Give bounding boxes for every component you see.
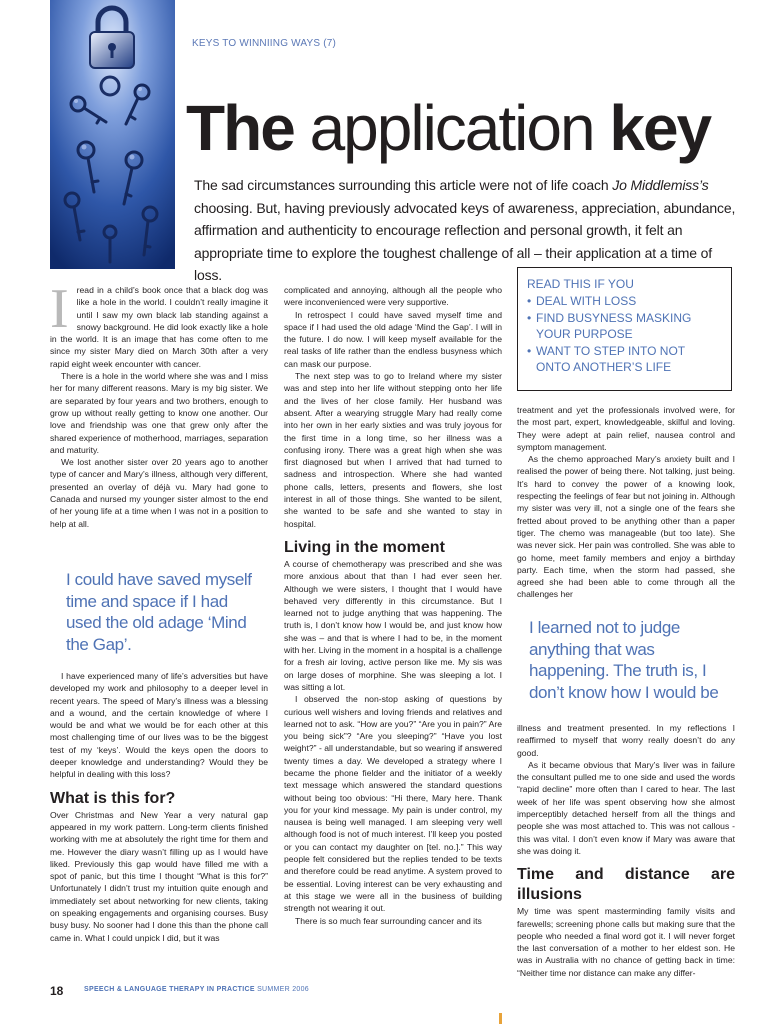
- publication-footer: [84, 986, 309, 993]
- body-paragraph: illness and treatment presented. In my reflections I reaffirmed to myself that worry really doesn’t do any good.: [517, 723, 735, 758]
- body-paragraph: I observed the non-stop asking of questions by curious well wishers and loving friends and relatives and learned not to ask. “How are you?” “Are you in pain?” Are you being sick”? “Are you sleeping?” “Have you lost weight?” - all understandable, but so wearing if answered twenty times a day. We developed a strategy where I became the phone fielder and the initiator of a weekly text message which answered the standard questions without being too obvious: “Hi there, Mary here. Thank you for your kind message. My pain is under control, my nausea is being well managed. I am sleeping very well although food is not of much interest. I’ll keep you posted or you can contact my daughter on [tel. no.].” This way people felt considered but the replies tended to be texts and therefore could be read anytime. A system proved to be essential. Loving interest can be very exhausting and at this stage we were all in the business of building strength not wearing it out.: [284, 694, 502, 914]
- body-paragraph: read in a child’s book once that a black dog was like a hole in the world. I couldn’t really imagine it until I saw my own black lab standing against a snowy background. He did look exactly like a hole in the world. It is an image that has come often to me since my sister Mary died on March 30th after a very rapid eight week encounter with cancer.: [50, 285, 268, 369]
- column-3-lower: [517, 722, 735, 979]
- column-1: [50, 278, 268, 530]
- subhead-time-and-distance: Time and distance are illusions: [517, 866, 735, 904]
- body-paragraph: There is so much fear surrounding cancer and its: [295, 915, 482, 926]
- series-kicker: KEYS TO WINNIING WAYS (7): [192, 38, 337, 49]
- headline-word-key: key: [609, 92, 711, 164]
- standfirst-text-2: choosing. But, having previously advocated keys of awareness, appreciation, abundance, affirmation and authenticity to encourage reflection and personal growth, it felt an appropriate time to explore the toughest challenge of all – their application at a time of loss.: [194, 199, 736, 283]
- column-3: [517, 404, 735, 601]
- padlock-and-keys-image: [50, 0, 175, 269]
- publication-name: SPEECH & LANGUAGE THERAPY IN PRACTICE: [84, 986, 255, 993]
- headline-word-the: The: [186, 92, 294, 164]
- body-paragraph: We lost another sister over 20 years ago to another type of cancer and Mary’s illness, although very different, presented an overlay of déjà vu. Mary had gone to Canada and nursed my younger sister almost to the end of her young life at a time when I was not in a position to help at all.: [50, 457, 268, 529]
- drop-cap: I: [50, 278, 69, 340]
- box-list: [527, 293, 722, 376]
- box-list-item: • DEAL WITH LOSS: [527, 293, 722, 310]
- issue-label: SUMMER 2006: [257, 986, 310, 993]
- column-1-lower: [50, 670, 268, 944]
- standfirst-text-1: The sad circumstances surrounding this article were not of life coach: [194, 177, 613, 193]
- article-headline: [186, 92, 711, 164]
- body-paragraph: As it became obvious that Mary’s liver was in failure the consultant pulled me to one side and used the words “rapid decline” more often than I cared to hear. The last week of her life was spent observing how she almost imperceptibly detached herself from all the things and people she was most attached to. This was not callous - this was vital. I don’t even know if Mary was aware that she was doing it.: [517, 759, 735, 856]
- pull-quote-1: I could have saved myself time and space if I had used the old adage ‘Mind the Gap’.: [66, 570, 252, 654]
- body-paragraph: A course of chemotherapy was prescribed and she was more anxious about that than I had ever seen her. Although we were sisters, I thought that I would have behaved very differently in this circumstance. But I learned not to judge anything that was happening. The truth is, I don’t know how I would be, and just know how she was – and that is where I had to be, in the moment with her. Living in the moment in a hospital is a challenge for a fresh air loving, active person like me. My sis was on large doses of morphine. She was sleeping a lot. I was sitting a lot.: [284, 558, 502, 692]
- page-marker: [499, 1013, 502, 1024]
- box-list-item: • WANT TO STEP INTO NOT ONTO ANOTHER’S LIFE: [527, 343, 722, 376]
- subhead-what-is-this-for: What is this for?: [50, 789, 176, 807]
- body-paragraph: As the chemo approached Mary’s anxiety built and I realised the power of being there. Not talking, just being. It’s hard to convey the power of a knowing look, respecting the feelings of fear but not joining in. Although my sister was very ill, not a single one of the fears she fretted about proved to be anything other than a paper tiger. The chemo was manageable (but too late). She was never sick. Her pain was controlled. She was able to go home, meet family members and enjoy a birthday party. Each time, when the storm had passed, she agreed she had been able to come through all the challenges her: [517, 454, 735, 600]
- headline-word-application: application: [309, 92, 594, 164]
- page-number: 18: [50, 984, 64, 998]
- read-this-if-you-box: [517, 267, 732, 391]
- body-paragraph: treatment and yet the professionals involved were, for the most part, expert, knowledgeable, skilful and loving. They were adept at pain relief, nausea control and symptom management.: [517, 405, 735, 452]
- body-paragraph: The next step was to go to Ireland where my sister was and step into her life without stepping onto her life and the lives of her close family. Her husband was absent. After a wearying struggle Mary had really come into her own in her early sixties and was truly joyous for the first time in a long time, so her illness was a confusing irony. There was a great high when she was first diagnosed but when I arrived that had turned to sadness and introspection. Where she had wanted phone calls, letters, presents and flowers, she lost interest in all of those things. She wanted to be silent, she wanted to be safe and she wanted to stay in hospital.: [284, 371, 502, 529]
- body-paragraph: My time was spent masterminding family visits and farewells; screening phone calls but making sure that the people who needed a final word got it. I will never forget the last conversation of a mother to her eldest son. He was in Australia with no chance of getting back in time: “Neither time nor distance can make any differ-: [517, 906, 735, 978]
- body-paragraph: There is a hole in the world where she was and I miss her for many different reasons. Mary is my big sister. We are separated by four years and two brothers, enough to grow up without really getting to know one another. Our love and friendship was one that grew only after the shared experience of motherhood, marriages, separation and maturity.: [50, 371, 268, 455]
- standfirst-author: Jo Middlemiss’s: [612, 177, 709, 193]
- box-list-item: • FIND BUSYNESS MASKING YOUR PURPOSE: [527, 310, 722, 343]
- box-title: READ THIS IF YOU: [527, 277, 634, 291]
- keys-illustration: [50, 0, 175, 269]
- body-paragraph: Over Christmas and New Year a very natural gap appeared in my work pattern. Long-term clients finished working with me at absolutely the right time for them and me. However the diary wasn’t filling up as I would have liked. Previously this gap would have filled me with a spot of panic, but this time I thought “What is this for?” Unfortunately I didn’t trust my intuition quite enough and immediately set about networking for new clients, taking on speaking engagements and organising courses. Busy busy busy. No sooner had I done this than the phone call came in. What I could unpick I did, but it was: [50, 809, 268, 943]
- body-paragraph: I have experienced many of life’s adversities but have developed my work and philosophy to a deeper level in recent years. The speed of Mary’s illness was a blessing and a wound, and the certain knowledge of where I would be and what we would be for each other at this most challenging time of our lives was to be the biggest test of my ‘keys’. Would the keys open the doors to deeper knowledge and understanding? Would they be helpful in dealing with this loss?: [50, 671, 268, 780]
- body-paragraph: In retrospect I could have saved myself time and space if I had used the old adage ‘Mind the Gap’. I will in the future. I do now. I will keep myself available for the real tasks of life rather than the endless busyness which can mask our purpose.: [284, 309, 502, 369]
- body-paragraph: complicated and annoying, although all the people who were inconvenienced were very supportive.: [284, 285, 502, 308]
- column-2: [284, 284, 502, 927]
- pull-quote-2: I learned not to judge anything that was happening. The truth is, I don’t know how I would be: [529, 618, 719, 702]
- subhead-living-in-the-moment: Living in the moment: [284, 538, 445, 556]
